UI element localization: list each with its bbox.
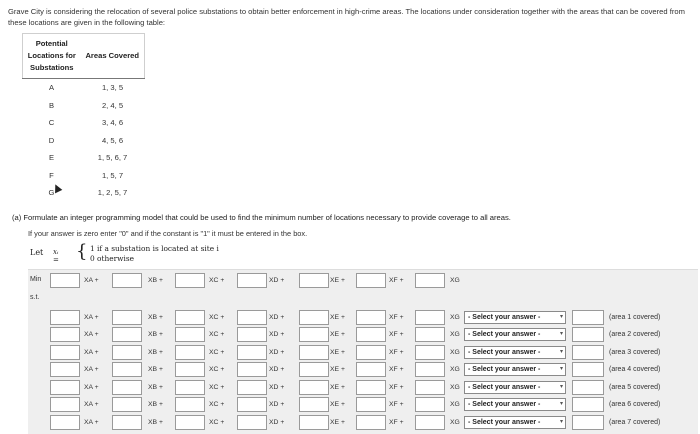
variable-label: XF + [389, 384, 404, 391]
coefficient-input[interactable] [237, 273, 267, 288]
constraint-sign-select[interactable] [464, 398, 566, 411]
let-label: Let [30, 248, 44, 257]
areas-cell: 1, 5, 7 [101, 170, 124, 180]
coefficient-input[interactable] [299, 397, 329, 412]
coefficient-input[interactable] [175, 362, 205, 377]
areas-cell: 1, 2, 5, 7 [97, 188, 128, 198]
constraint-label: (area 1 covered) [609, 314, 661, 321]
variable-label: XF + [389, 277, 404, 284]
variable-label: XC + [209, 419, 225, 426]
coefficient-input[interactable] [50, 362, 80, 377]
constraint-sign-select[interactable] [464, 311, 566, 324]
chevron-down-icon: ▾ [559, 349, 563, 355]
variable-label: XE + [330, 349, 345, 356]
constraint-label: (area 6 covered) [609, 401, 661, 408]
chevron-down-icon: ▾ [559, 366, 563, 372]
variable-label: XG [450, 366, 460, 373]
coefficient-input[interactable] [112, 273, 142, 288]
variable-label: XE + [330, 331, 345, 338]
location-cell: F [49, 170, 54, 180]
select-placeholder: - Select your answer - [468, 349, 541, 356]
coefficient-input[interactable] [50, 273, 80, 288]
variable-label: XB + [148, 384, 163, 391]
coefficient-input[interactable] [356, 380, 386, 395]
variable-label: XA + [84, 331, 99, 338]
rhs-input[interactable] [572, 415, 604, 430]
chevron-down-icon: ▾ [559, 384, 563, 390]
coefficient-input[interactable] [415, 310, 445, 325]
coefficient-input[interactable] [175, 310, 205, 325]
variable-label: XA + [84, 384, 99, 391]
select-placeholder: - Select your answer - [468, 401, 541, 408]
chevron-down-icon: ▾ [559, 401, 563, 407]
constraint-label: (area 2 covered) [609, 331, 661, 338]
coefficient-input[interactable] [299, 362, 329, 377]
coefficient-input[interactable] [237, 345, 267, 360]
location-cell: D [48, 135, 55, 145]
locations-table [22, 33, 145, 202]
coefficient-input[interactable] [356, 415, 386, 430]
rhs-input[interactable] [572, 362, 604, 377]
coefficient-input[interactable] [50, 397, 80, 412]
coefficient-input[interactable] [50, 327, 80, 342]
rhs-input[interactable] [572, 397, 604, 412]
variable-label: XA + [84, 349, 99, 356]
coefficient-input[interactable] [415, 415, 445, 430]
variable-label: XF + [389, 331, 404, 338]
location-cell: G [48, 188, 55, 198]
variable-label: XF + [389, 419, 404, 426]
variable-label: XD + [269, 349, 285, 356]
variable-label: XA + [84, 277, 99, 284]
coefficient-input[interactable] [50, 345, 80, 360]
variable-label: XC + [209, 331, 225, 338]
coefficient-input[interactable] [356, 362, 386, 377]
areas-cell: 3, 4, 6 [101, 118, 124, 128]
variable-label: XC + [209, 314, 225, 321]
coefficient-input[interactable] [175, 415, 205, 430]
xi-label: xᵢ = [53, 248, 59, 264]
rhs-input[interactable] [572, 327, 604, 342]
chevron-down-icon: ▾ [559, 314, 563, 320]
case-one: 1 if a substation is located at site i [90, 244, 219, 253]
constraint-label: (area 4 covered) [609, 366, 661, 373]
coefficient-input[interactable] [415, 273, 445, 288]
constraint-sign-select[interactable] [464, 328, 566, 341]
coefficient-input[interactable] [299, 310, 329, 325]
coefficient-input[interactable] [356, 273, 386, 288]
coefficient-input[interactable] [112, 397, 142, 412]
variable-label: XG [450, 349, 460, 356]
constraint-sign-select[interactable] [464, 416, 566, 429]
variable-label: XB + [148, 401, 163, 408]
variable-label: XC + [209, 366, 225, 373]
constraint-label: (area 5 covered) [609, 384, 661, 391]
variable-label: XF + [389, 366, 404, 373]
coefficient-input[interactable] [356, 397, 386, 412]
coefficient-input[interactable] [50, 380, 80, 395]
areas-cell: 2, 4, 5 [101, 100, 124, 110]
variable-label: XG [450, 314, 460, 321]
variable-label: XE + [330, 419, 345, 426]
coefficient-input[interactable] [299, 345, 329, 360]
areas-cell: 1, 3, 5 [81, 79, 145, 97]
constraint-label: (area 7 covered) [609, 419, 661, 426]
variable-label: XD + [269, 419, 285, 426]
variable-label: XE + [330, 314, 345, 321]
brace-icon: { [76, 241, 88, 262]
coefficient-input[interactable] [237, 415, 267, 430]
coefficient-input[interactable] [415, 380, 445, 395]
variable-label: XB + [148, 277, 163, 284]
variable-label: XD + [269, 366, 285, 373]
variable-label: XF + [389, 349, 404, 356]
variable-label: XE + [330, 401, 345, 408]
coefficient-input[interactable] [112, 362, 142, 377]
variable-label: XA + [84, 401, 99, 408]
coefficient-input[interactable] [237, 397, 267, 412]
coefficient-input[interactable] [299, 273, 329, 288]
variable-label: XA + [84, 314, 99, 321]
location-cell: C [48, 118, 55, 128]
coefficient-input[interactable] [356, 345, 386, 360]
variable-label: XC + [209, 277, 225, 284]
coefficient-input[interactable] [356, 327, 386, 342]
variable-label: XB + [148, 314, 163, 321]
coefficient-input[interactable] [112, 345, 142, 360]
coefficient-input[interactable] [50, 415, 80, 430]
coefficient-input[interactable] [175, 327, 205, 342]
coefficient-input[interactable] [299, 327, 329, 342]
coefficient-input[interactable] [112, 327, 142, 342]
location-cell: A [23, 79, 81, 97]
coefficient-input[interactable] [112, 415, 142, 430]
constraint-label: (area 3 covered) [609, 349, 661, 356]
variable-label: XD + [269, 314, 285, 321]
variable-label: XD + [269, 401, 285, 408]
variable-label: XB + [148, 331, 163, 338]
variable-label: XG [450, 401, 460, 408]
variable-label: XD + [269, 384, 285, 391]
coefficient-input[interactable] [175, 380, 205, 395]
coefficient-input[interactable] [299, 415, 329, 430]
variable-label: XG [450, 331, 460, 338]
variable-label: XC + [209, 349, 225, 356]
location-cell: B [48, 100, 55, 110]
variable-label: XD + [269, 331, 285, 338]
variable-label: XE + [330, 277, 345, 284]
variable-label: XC + [209, 384, 225, 391]
select-placeholder: - Select your answer - [468, 366, 541, 373]
variable-label: XD + [269, 277, 285, 284]
rhs-input[interactable] [572, 310, 604, 325]
variable-label: XA + [84, 366, 99, 373]
location-cell: E [48, 153, 55, 163]
coefficient-input[interactable] [299, 380, 329, 395]
constraint-sign-select[interactable] [464, 346, 566, 359]
rhs-input[interactable] [572, 345, 604, 360]
case-zero: 0 otherwise [90, 254, 134, 263]
coefficient-input[interactable] [175, 397, 205, 412]
rhs-input[interactable] [572, 380, 604, 395]
coefficient-input[interactable] [415, 362, 445, 377]
variable-label: XE + [330, 384, 345, 391]
header-areas: Areas Covered [81, 34, 145, 79]
variable-label: XB + [148, 349, 163, 356]
problem-intro: Grave City is considering the relocation of several police substations to obtain better enforcement in high-crime areas. The locations under consideration together with the areas that can be covered from these locations are given in the following table: [8, 7, 685, 27]
variable-label: XG [450, 384, 460, 391]
coefficient-input[interactable] [237, 310, 267, 325]
st-label: s.t. [30, 294, 40, 301]
coefficient-input[interactable] [237, 380, 267, 395]
constraint-sign-select[interactable] [464, 381, 566, 394]
variable-label: XG [450, 419, 460, 426]
variable-label: XG [450, 277, 460, 284]
min-label: Min [30, 276, 42, 283]
areas-cell: 1, 5, 6, 7 [97, 153, 128, 163]
coefficient-input[interactable] [112, 310, 142, 325]
coefficient-input[interactable] [415, 345, 445, 360]
header-locations: Potential Locations for Substations [23, 34, 81, 79]
coefficient-input[interactable] [415, 397, 445, 412]
select-placeholder: - Select your answer - [468, 384, 541, 391]
coefficient-input[interactable] [112, 380, 142, 395]
entry-instructions: If your answer is zero enter "0" and if the constant is "1" it must be entered in the box. [28, 229, 308, 238]
variable-label: XE + [330, 366, 345, 373]
variable-label: XB + [148, 419, 163, 426]
coefficient-input[interactable] [237, 362, 267, 377]
variable-label: XB + [148, 366, 163, 373]
select-placeholder: - Select your answer - [468, 314, 541, 321]
select-placeholder: - Select your answer - [468, 419, 541, 426]
coefficient-input[interactable] [415, 327, 445, 342]
chevron-down-icon: ▾ [559, 331, 563, 337]
select-placeholder: - Select your answer - [468, 331, 541, 338]
variable-label: XF + [389, 314, 404, 321]
constraint-sign-select[interactable] [464, 363, 566, 376]
coefficient-input[interactable] [50, 310, 80, 325]
part-a-prompt: (a) Formulate an integer programming model that could be used to find the minimum number of locations necessary to provide coverage to all areas. [12, 213, 511, 222]
coefficient-input[interactable] [175, 273, 205, 288]
coefficient-input[interactable] [356, 310, 386, 325]
coefficient-input[interactable] [175, 345, 205, 360]
variable-label: XC + [209, 401, 225, 408]
coefficient-input[interactable] [237, 327, 267, 342]
chevron-down-icon: ▾ [559, 419, 563, 425]
variable-label: XF + [389, 401, 404, 408]
areas-cell: 4, 5, 6 [101, 135, 124, 145]
variable-label: XA + [84, 419, 99, 426]
